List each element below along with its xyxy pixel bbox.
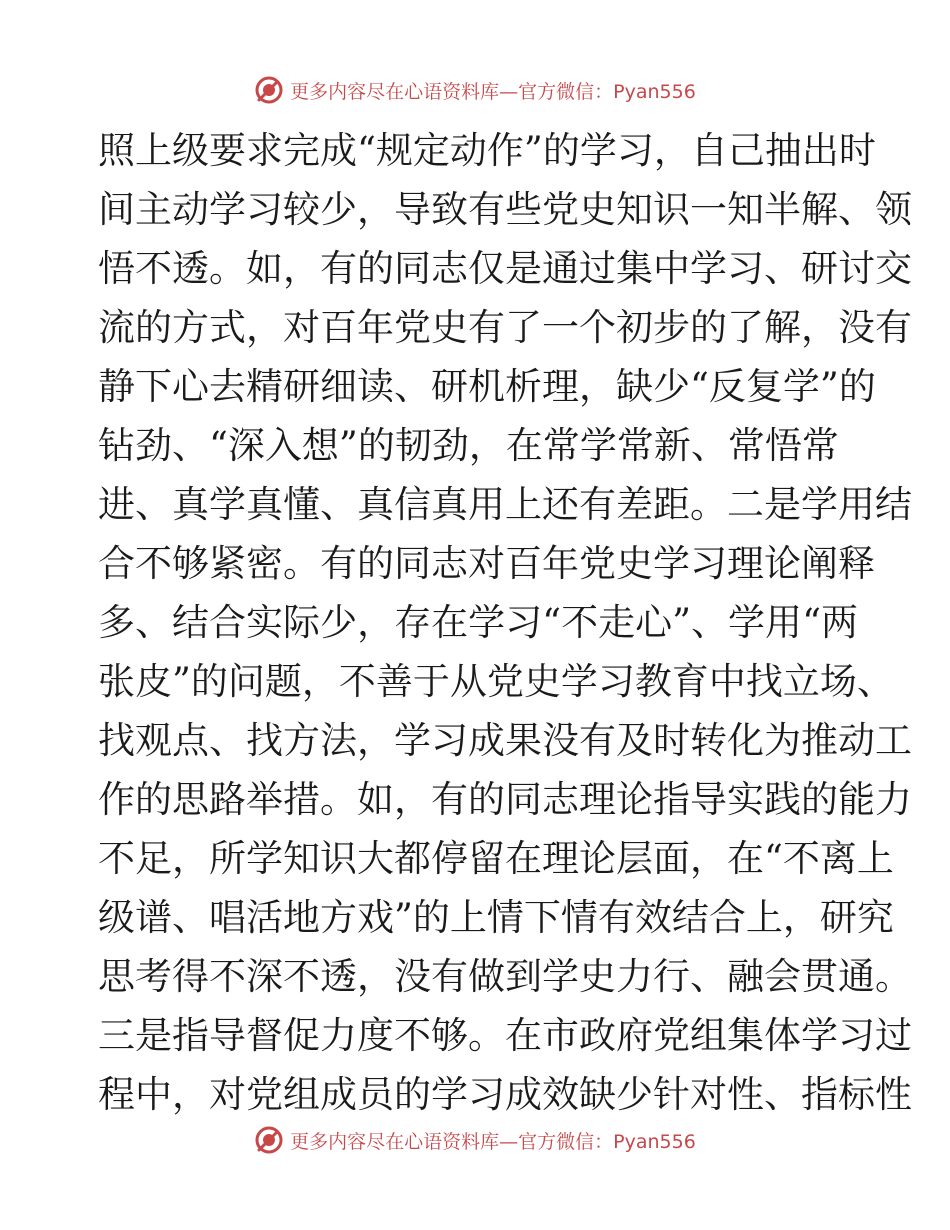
text-line: 程中，对党组成员的学习成效缺少针对性、指标性 xyxy=(98,1073,912,1116)
text-line: 张皮”的问题，不善于从党史学习教育中找立场、 xyxy=(98,660,894,703)
text-line: 找观点、找方法，学习成果没有及时转化为推动工 xyxy=(98,719,912,762)
text-line: 思考得不深不透，没有做到学史力行、融会贯通。 xyxy=(98,955,912,998)
text-line: 进、真学真懂、真信真用上还有差距。二是学用结 xyxy=(98,483,912,526)
footer-watermark xyxy=(0,1120,950,1160)
watermark-logo-icon xyxy=(254,1125,284,1155)
text-line: 静下心去精研细读、研机析理，缺少“反复学”的 xyxy=(98,365,876,408)
text-line: 三是指导督促力度不够。在市政府党组集体学习过 xyxy=(98,1014,912,1057)
text-line: 钻劲、“深入想”的韧劲，在常学常新、常悟常 xyxy=(98,424,839,467)
header-watermark xyxy=(0,70,950,110)
watermark-logo-icon xyxy=(254,75,284,105)
text-line: 悟不透。如，有的同志仅是通过集中学习、研讨交 xyxy=(98,247,912,290)
watermark-text: 更多内容尽在心语资料库—官方微信：Pyan556 xyxy=(290,1130,696,1153)
document-body xyxy=(98,121,912,1124)
text-line: 作的思路举措。如，有的同志理论指导实践的能力 xyxy=(98,778,912,821)
text-line: 流的方式，对百年党史有了一个初步的了解，没有 xyxy=(98,306,912,349)
text-line: 多、结合实际少，存在学习“不走心”、学用“两 xyxy=(98,601,858,644)
text-line: 合不够紧密。有的同志对百年党史学习理论阐释 xyxy=(98,542,875,585)
watermark-text: 更多内容尽在心语资料库—官方微信：Pyan556 xyxy=(290,80,696,103)
text-line: 间主动学习较少，导致有些党史知识一知半解、领 xyxy=(98,188,912,231)
text-line: 级谱、唱活地方戏”的上情下情有效结合上，研究 xyxy=(98,896,894,939)
text-line: 不足，所学知识大都停留在理论层面，在“不离上 xyxy=(98,837,894,880)
text-line: 照上级要求完成“规定动作”的学习，自己抽出时 xyxy=(98,129,876,172)
